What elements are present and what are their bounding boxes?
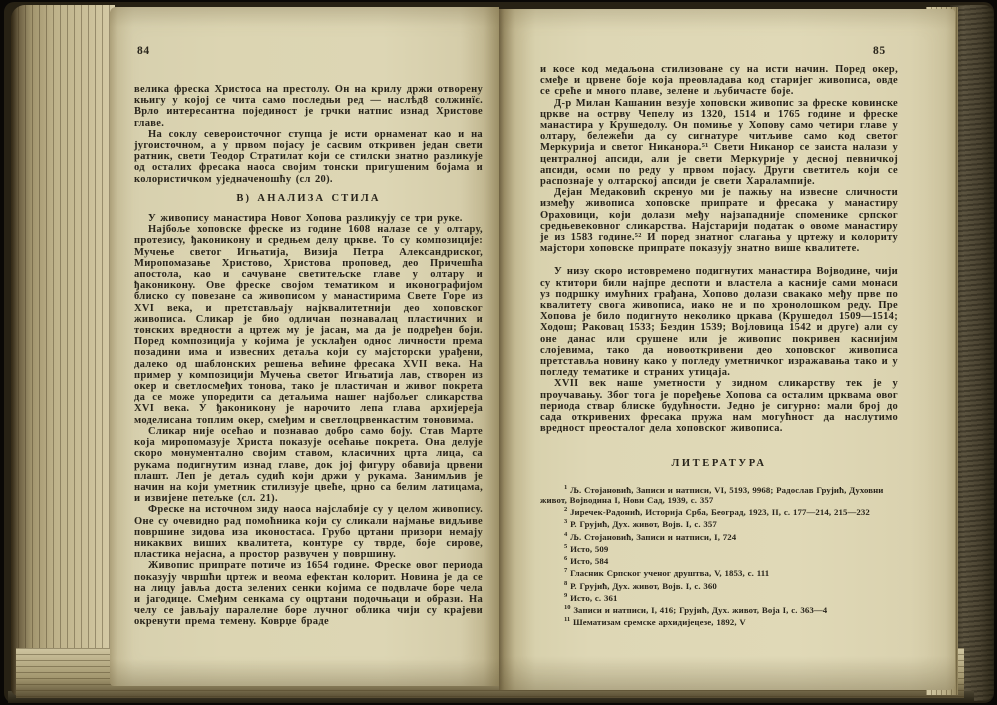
- literature-list: [540, 483, 898, 628]
- right-page-body: [540, 64, 898, 469]
- footnote-number: 5: [564, 542, 568, 550]
- paragraph: Дејан Медаковић скренуо ми је пажњу на извесне сличности између живописа хоповске припрате и фресака у манастиру Ораховици, који долази међу најзападније споменике српског средњевековног сликарства. Најстарији податак о овоме манастиру је из 1583 године.⁵² И поред знатног слагања у цртежу и колориту мајстори хоповске припрате показују знатно више квалитете.: [540, 187, 898, 255]
- paragraph: На соклу североисточног ступца је исти орнаменат као и на југоисточном, а у првом појасу је сасвим откривен један свети ратник, свети Теодор Стратилат који се стилски знатно разликује од осталих фресака наоса својим тонски пригушеним бојама и колористичком уједначеношћу (сл 20).: [134, 128, 483, 185]
- paragraph: Сликар није осећао и познавао добро само боју. Став Марте која миропомазује Христа показује осећање покрета. Она делује скоро монументално својим ставом, класичних црта лица, са рукама подигнутим изнад главе, док јој фигуру обавија црвени плашт. Леп је детаљ судић који држи у рукама. Занимљив је начин на који уметник стилизује цвеће, црно са белим латицама, и извијене петељке (сл. 21).: [134, 425, 483, 505]
- footnote-text: Гласник Српског ученог друштва, V, 1853, с. 111: [570, 568, 770, 579]
- section-heading: ЛИТЕРАТУРА: [671, 457, 767, 469]
- footnote-text: Љ. Стојановић, Записи и натписи, VI, 5193, 9968; Радослав Грујић, Духовни живот, Војводина I, Нови Сад, 1939, с. 357: [540, 484, 884, 505]
- right-page: [499, 9, 955, 690]
- footnote-item: [540, 542, 898, 554]
- footnote-number: 9: [564, 591, 568, 599]
- section-heading: В) АНАЛИЗА СТИЛА: [236, 192, 381, 204]
- footnote-item: [540, 517, 898, 529]
- footnote-number: 6: [564, 555, 568, 563]
- footnote-text: Исто, с. 361: [570, 592, 618, 603]
- footnote-text: Р. Грујић, Дух. живот, Војв. I, с. 360: [570, 580, 717, 591]
- footnote-text: Љ. Стојановић, Записи и натписи, I, 724: [570, 531, 737, 542]
- footnote-text: Јиречек-Радонић, Историја Срба, Београд, 1923, II, с. 177—214, 215—232: [570, 507, 870, 518]
- footnote-number: 7: [564, 567, 568, 575]
- footnote-item: [540, 566, 898, 578]
- footnote-item: [540, 483, 898, 506]
- footnote-number: 11: [564, 616, 571, 624]
- paragraph: У низу скоро истовремено подигнутих манастира Војводине, чији су ктитори били најпре деспоти и властела а касније сами монаси уз подршку имућних грађана, Хопово долази свакако међу прве по квалитету свога живописа, иако не и по хронолошком реду. Пре Хопова је било подигнуто неколико цркава (Крушедол 1509—1514; Ходош; Раковац 1533; Бездин 1539; Војловица 1542 и друге) али су оне данас или срушене или је живопис покривен каснијим слојевима, тако да новооткривени део хоповског живописа претставља новину како у погледу уметничког изражавања тако и у погледу тематике и страних утицаја.: [540, 266, 898, 379]
- footnote-text: Шематизам сремске архидијецезе, 1892, V: [572, 617, 746, 628]
- left-page: [110, 7, 499, 686]
- footnote-text: Исто, 584: [570, 556, 609, 567]
- footnote-number: 4: [564, 530, 568, 538]
- paragraph: У живопису манастира Новог Хопова разликују се три руке.: [148, 213, 463, 225]
- left-page-text: [134, 84, 483, 628]
- paragraph: и косе код медаљона стилизоване су на исти начин. Поред окер, смеђе и црвене боје која преовладава код старијег живописа, овде се среће и много плаве, зелене и љубичасте боје.: [540, 64, 898, 98]
- footnote-number: 2: [564, 506, 568, 514]
- footnote-text: Исто, 509: [570, 543, 609, 554]
- footnote-number: 3: [564, 518, 568, 526]
- paragraph: Д-р Милан Кашанин везује хоповски живопис за фреске ковинске цркве на острву Чепелу из 1320, 1514 и 1765 године и фреске манастира у Крушедолу. Он помиње у Хопову само четири главе у олтару, бележећи да су сигнатуре читљиве само код светог Меркурија и светог Никанора.⁵¹ Свети Никанор се заиста налази у централној апсиди, али је свети Меркурије у десној певничкој апсиди, осми по реду у првом појасу. Други светитељ који се распознаје у олтарској апсиди је свети Харалампије.: [540, 97, 898, 188]
- page-edges-left: [11, 5, 115, 696]
- footnote-text: Р. Грујић, Дух. живот, Војв. I, с. 357: [570, 519, 717, 530]
- footnote-number: 1: [564, 483, 568, 491]
- paragraph: велика фреска Христоса на престолу. Он на крилу држи отворену књигу у којој се чита само последњи ред — наслѣд8 солжинїє. Врло интересантна појединост је грчки натпис изнад Христове главе.: [134, 84, 483, 129]
- page-number-left: 84: [137, 45, 150, 57]
- right-page-text: [540, 64, 898, 627]
- footnote-item: [540, 615, 898, 627]
- footnote-item: [540, 579, 898, 591]
- footnote-item: [540, 530, 898, 542]
- footnote-text: Записи и натписи, I, 416; Грујић, Дух. живот, Воја I, с. 363—4: [573, 604, 828, 615]
- paragraph: Живопис припрате потиче из 1654 године. Фреске овог периода показују чвршћи цртеж и веома ефектан колорит. Новина је да се на лицу јавља доста зелених сенки којима се подвлаче боре чела и јагодице. Смеђим сенкама су оцртани подочњаци и образи. На челу се јављају паралелне боре лучног облика чији су крајеви окренути према темену. Коврџе браде: [134, 560, 483, 628]
- footnote-item: [540, 505, 898, 517]
- page-number-right: 85: [873, 45, 886, 57]
- footnote-item: [540, 603, 898, 615]
- paragraph: Фреске на источном зиду наоса најслабије су у целом живопису. Оне су очевидно рад помоћника који су сликали најмање видљиве површине зидова иза иконостаса. Грубо цртани призори немају никаквих виших квалитета, контуре су тврде, боје сирове, пластика нејасна, а простор развучен у површину.: [134, 504, 483, 561]
- footnote-item: [540, 591, 898, 603]
- footnote-number: 10: [564, 603, 571, 611]
- paragraph: Најбоље хоповске фреске из године 1608 налазе се у олтару, протезису, ђаконикону и средњем делу цркве. То су композиције: Мучење светог Игњатија, Визија Петра Александриског, Миропомазање Христово, Христова проповед, део Причешћа апостола, као и сачуване светитељске главе у олтару и ђаконикону. Ове фреске својом тематиком и иконографијом блиско су повезане са живописом у манастирима Свете Горе из XVI века, и претстављају најквалитетнији део хоповског живописа. Сликар је био одличан познавалац пластичних и тонских вредности а цртеж му је јасан, ма да је подређен боји. Поред композиција у којима је усклађен однос личности према позадини има и извесних детаља који су мајсторски урађени, далеко од шаблонских решења већине фресака XVII века. На пример у композицији Мучења светог Игњатија лав, створен из окер и светлосмеђих тонова, тако је пластичан и живог покрета да се може упоредити са детаљима нашег најбољег сликарства XVI века. У ђаконикону је нарочито лепа глава архијереја моделисана топлим окер, смеђим и светлоцрвенкастим тоновима.: [134, 224, 483, 426]
- paragraph: XVII век наше уметности у зидном сликарству тек је у проучавању. Због тога је поређење Хопова са осталим црквама овог периода ствар блиске будућности. Једно је сигурно: мали број до сада откривених фресака пружа нам могућност да наслутимо вредност преосталог дела хоповског живописа.: [540, 378, 898, 435]
- footnote-item: [540, 554, 898, 566]
- footnote-number: 8: [564, 579, 568, 587]
